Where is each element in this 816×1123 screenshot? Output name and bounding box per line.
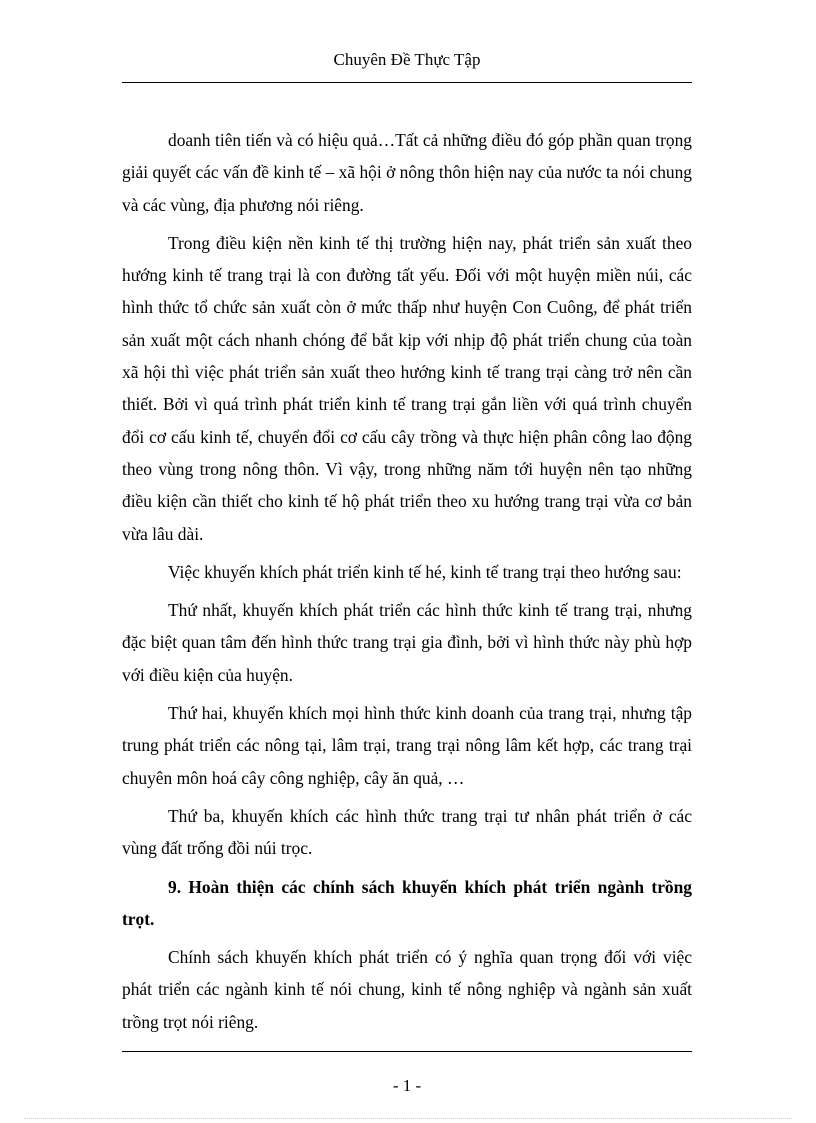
header-rule [122, 82, 692, 83]
page-number: - 1 - [392, 1076, 422, 1095]
paragraph-directions-intro: Việc khuyến khích phát triển kinh tế hé, kinh tế trang trại theo hướng sau: [168, 561, 682, 582]
paragraph-policy: Chính sách khuyến khích phát triển có ý nghĩa quan trọng đối với việc phát triển các ngành kinh tế nói chung, kinh tế nông nghiệp và ngành sản xuất trồng trọt nói riêng. [122, 947, 692, 1032]
paragraph-third-direction: Thứ ba, khuyến khích các hình thức trang trại tư nhân phát triển ở các vùng đất trống đồi núi trọc. [122, 805, 692, 859]
paragraph-first-direction: Thứ nhất, khuyến khích phát triển các hình thức kinh tế trang trại, nhưng đặc biệt quan tâm đến hình thức trang trại gia đình, bởi vì hình thức này phù hợp với điều kiện của huyện. [122, 600, 692, 685]
page-edge-divider [24, 1118, 792, 1119]
paragraph-second-direction: Thứ hai, khuyến khích mọi hình thức kinh doanh của trang trại, nhưng tập trung phát triển các nông tại, lâm trại, trang trại nông lâm kết hợp, các trang trại chuyên môn hoá cây công nghiệp, cây ăn quả, … [122, 703, 692, 788]
paragraph-continuation: doanh tiên tiến và có hiệu quả…Tất cả những điều đó góp phần quan trọng giải quyết các vấn đề kinh tế – xã hội ở nông thôn hiện nay của nước ta nói chung và các vùng, địa phương nói riêng. [122, 130, 692, 215]
document-body [122, 124, 692, 1044]
footer-rule [122, 1051, 692, 1052]
paragraph-farm-economy: Trong điều kiện nền kinh tế thị trường hiện nay, phát triển sản xuất theo hướng kinh tế trang trại là con đường tất yếu. Đối với một huyện miền núi, các hình thức tổ chức sản xuất còn ở mức thấp như huyện Con Cuông, để phát triển sản xuất một cách nhanh chóng để bắt kịp với nhịp độ phát triển chung của toàn xã hội thì việc phát triển sản xuất theo hướng kinh tế trang trại càng trở nên cần thiết. Bởi vì quá trình phát triển kinh tế trang trại gắn liền với quá trình chuyển đổi cơ cấu kinh tế, chuyển đổi cơ cấu cây trồng và thực hiện phân công lao động theo vùng trong nông thôn. Vì vậy, trong những năm tới huyện nên tạo những điều kiện cần thiết cho kinh tế hộ phát triển theo xu hướng trang trại vừa cơ bản vừa lâu dài. [122, 232, 692, 544]
section-heading-9: 9. Hoàn thiện các chính sách khuyến khích phát triển ngành trồng trọt. [122, 876, 692, 929]
page-header-title: Chuyên Đề Thực Tập [333, 50, 481, 69]
